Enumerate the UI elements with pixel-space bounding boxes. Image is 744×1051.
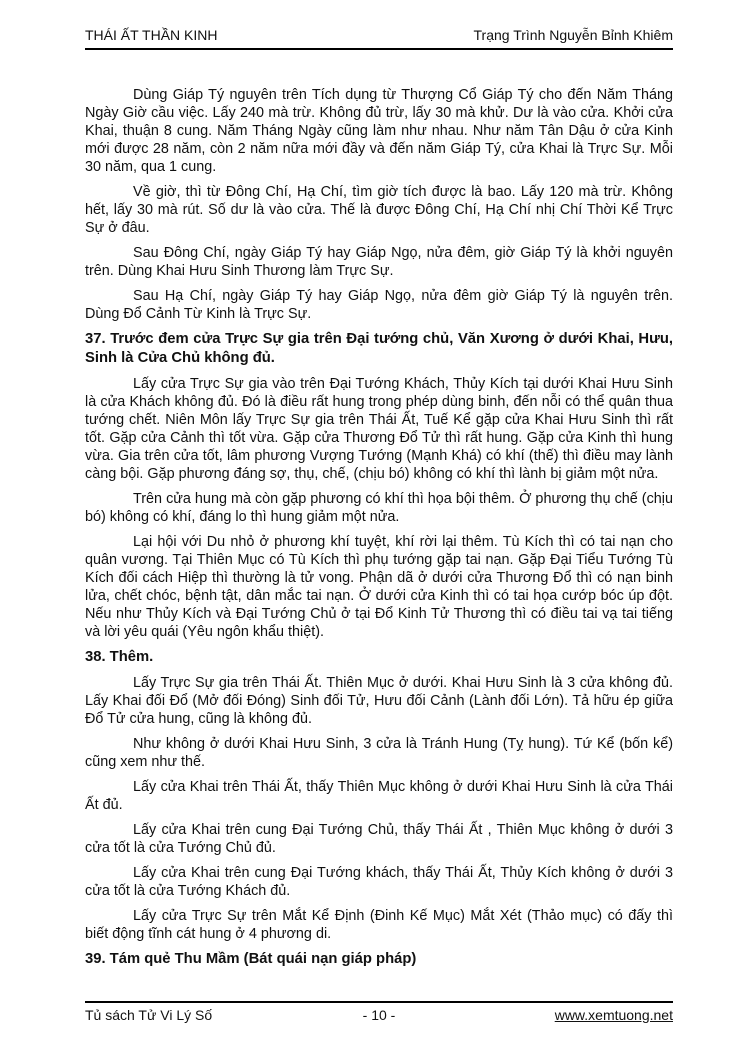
paragraph: Lấy cửa Trực Sự trên Mắt Kể Định (Đinh Kế Mục) Mắt Xét (Thảo mục) có đấy thì biết động tĩnh cát hung ở 4 phương di. <box>85 908 673 942</box>
section-heading-39: 39. Tám quẻ Thu Mầm (Bát quái nạn giáp pháp) <box>85 951 417 967</box>
document-page <box>85 0 673 1051</box>
author-name: Trạng Trình Nguyễn Bỉnh Khiêm <box>473 27 673 43</box>
paragraph: Trên cửa hung mà còn gặp phương có khí thì họa bội thêm. Ở phương thụ chế (chịu bó) không có khí, đáng lo thì hung giảm một nửa. <box>85 491 673 525</box>
paragraph: Sau Đông Chí, ngày Giáp Tý hay Giáp Ngọ, nửa đêm, giờ Giáp Tý là khởi nguyên trên. Dùng Khai Hưu Sinh Thương làm Trực Sự. <box>85 245 673 279</box>
website-link[interactable]: www.xemtuong.net <box>554 1007 673 1023</box>
paragraph: Lấy cửa Khai trên Thái Ất, thấy Thiên Mục không ở dưới Khai Hưu Sinh là cửa Thái Ất đủ. <box>85 779 673 813</box>
page-header <box>85 0 673 50</box>
paragraph: Sau Hạ Chí, ngày Giáp Tý hay Giáp Ngọ, nửa đêm giờ Giáp Tý là nguyên trên. Dùng Đổ Cảnh Từ Kinh là Trực Sự. <box>85 288 673 322</box>
footer-website <box>555 1007 673 1023</box>
page-footer <box>85 1001 673 1023</box>
paragraph: Lấy cửa Trực Sự gia vào trên Đại Tướng Khách, Thủy Kích tại dưới Khai Hưu Sinh là cửa Khách không đủ. Đó là điều rất hung trong phép dùng binh, đến nỗi có thể quân thua tướng chết. Niên Môn lấy Trực Sự gia trên Thái Ất, Tuế Kể gặp cửa Khai Hưu Sinh thì rất tốt. Gặp cửa Cảnh thì tốt vừa. Gặp cửa Thương Đổ Tử thì rất hung. Gặp cửa Kinh thì hung vừa. Gia trên cửa tốt, lâm phương Vượng Tướng (Mạnh Khá) có khí (thế) thì điều may lành càng bội. Gặp phương đáng sợ, thụ, chế, (chịu bó) không có khí thì lành bị giảm một nửa. <box>85 376 673 482</box>
paragraph: Lại hội với Du nhỏ ở phương khí tuyệt, khí rời lại thêm. Tù Kích thì có tai nạn cho quân vương. Tại Thiên Mục có Tù Kích thì phụ tướng gặp tai nạn. Gặp Đại Tiểu Tướng Tù Kích đối cách Hiệp thì thường là tử vong. Phận dã ở dưới cửa Thương Đổ thì có nạn binh lửa, chết chóc, bệnh tật, dân mắc tai nạn. Ở dưới cửa Kinh thì có tai họa cướp bóc úp đột. Nếu như Thủy Kích và Đại Tướng Chủ ở tại Đổ Kinh Tử Thương thì có điều tai vạ tai tiếng và lời yêu quái (Yêu ngôn khẩu thiệt). <box>85 534 673 640</box>
section-heading-38: 38. Thêm. <box>85 649 154 665</box>
paragraph: Lấy Trực Sự gia trên Thái Ất. Thiên Mục ở dưới. Khai Hưu Sinh là 3 cửa không đủ. Lấy Khai đối Đổ (Mở đối Đóng) Sinh đối Tử, Hưu đối Cảnh (Lành đối Lớn). Tả hữu ép giữa Đổ Tử cửa hung, cũng là không đủ. <box>85 675 673 727</box>
book-title: THÁI ẤT THẦN KINH <box>85 27 218 43</box>
section-heading-37: 37. Trước đem cửa Trực Sự gia trên Đại tướng chủ, Văn Xương ở dưới Khai, Hưu, Sinh là Cửa Chủ không đủ. <box>85 331 673 366</box>
paragraph: Như không ở dưới Khai Hưu Sinh, 3 cửa là Tránh Hung (Tỵ hung). Tứ Kể (bốn kể) cũng xem như thế. <box>85 736 673 770</box>
document-body <box>85 50 673 969</box>
paragraph: Lấy cửa Khai trên cung Đại Tướng Chủ, thấy Thái Ất , Thiên Mục không ở dưới 3 cửa tốt là cửa Tướng Chủ đủ. <box>85 822 673 856</box>
footer-series-label: Tủ sách Tử Vi Lý Số <box>85 1007 213 1023</box>
paragraph: Lấy cửa Khai trên cung Đại Tướng khách, thấy Thái Ất, Thủy Kích không ở dưới 3 cửa tốt là cửa Tướng Khách đủ. <box>85 865 673 899</box>
page-number: - 10 - <box>362 1007 396 1023</box>
paragraph: Dùng Giáp Tý nguyên trên Tích dụng từ Thượng Cổ Giáp Tý cho đến Năm Tháng Ngày Giờ cầu việc. Lấy 240 mà trừ. Không đủ trừ, lấy 30 mà khử. Dư là vào cửa. Khởi cửa Khai, thuận 8 cung. Năm Tháng Ngày cũng làm như nhau. Như năm Tân Dậu ở cửa Kinh mới được 28 năm, còn 2 năm nữa mới đầy và đến năm Giáp Tý, cửa Khai là Trực Sự. Mỗi 30 năm, qua 1 cung. <box>85 87 673 175</box>
paragraph: Về giờ, thì từ Đông Chí, Hạ Chí, tìm giờ tích được là bao. Lấy 120 mà trừ. Không hết, lấy 30 mà rút. Số dư là vào cửa. Thế là được Đông Chí, Hạ Chí nhị Chí Thời Kể Trực Sự ở đâu. <box>85 184 673 236</box>
